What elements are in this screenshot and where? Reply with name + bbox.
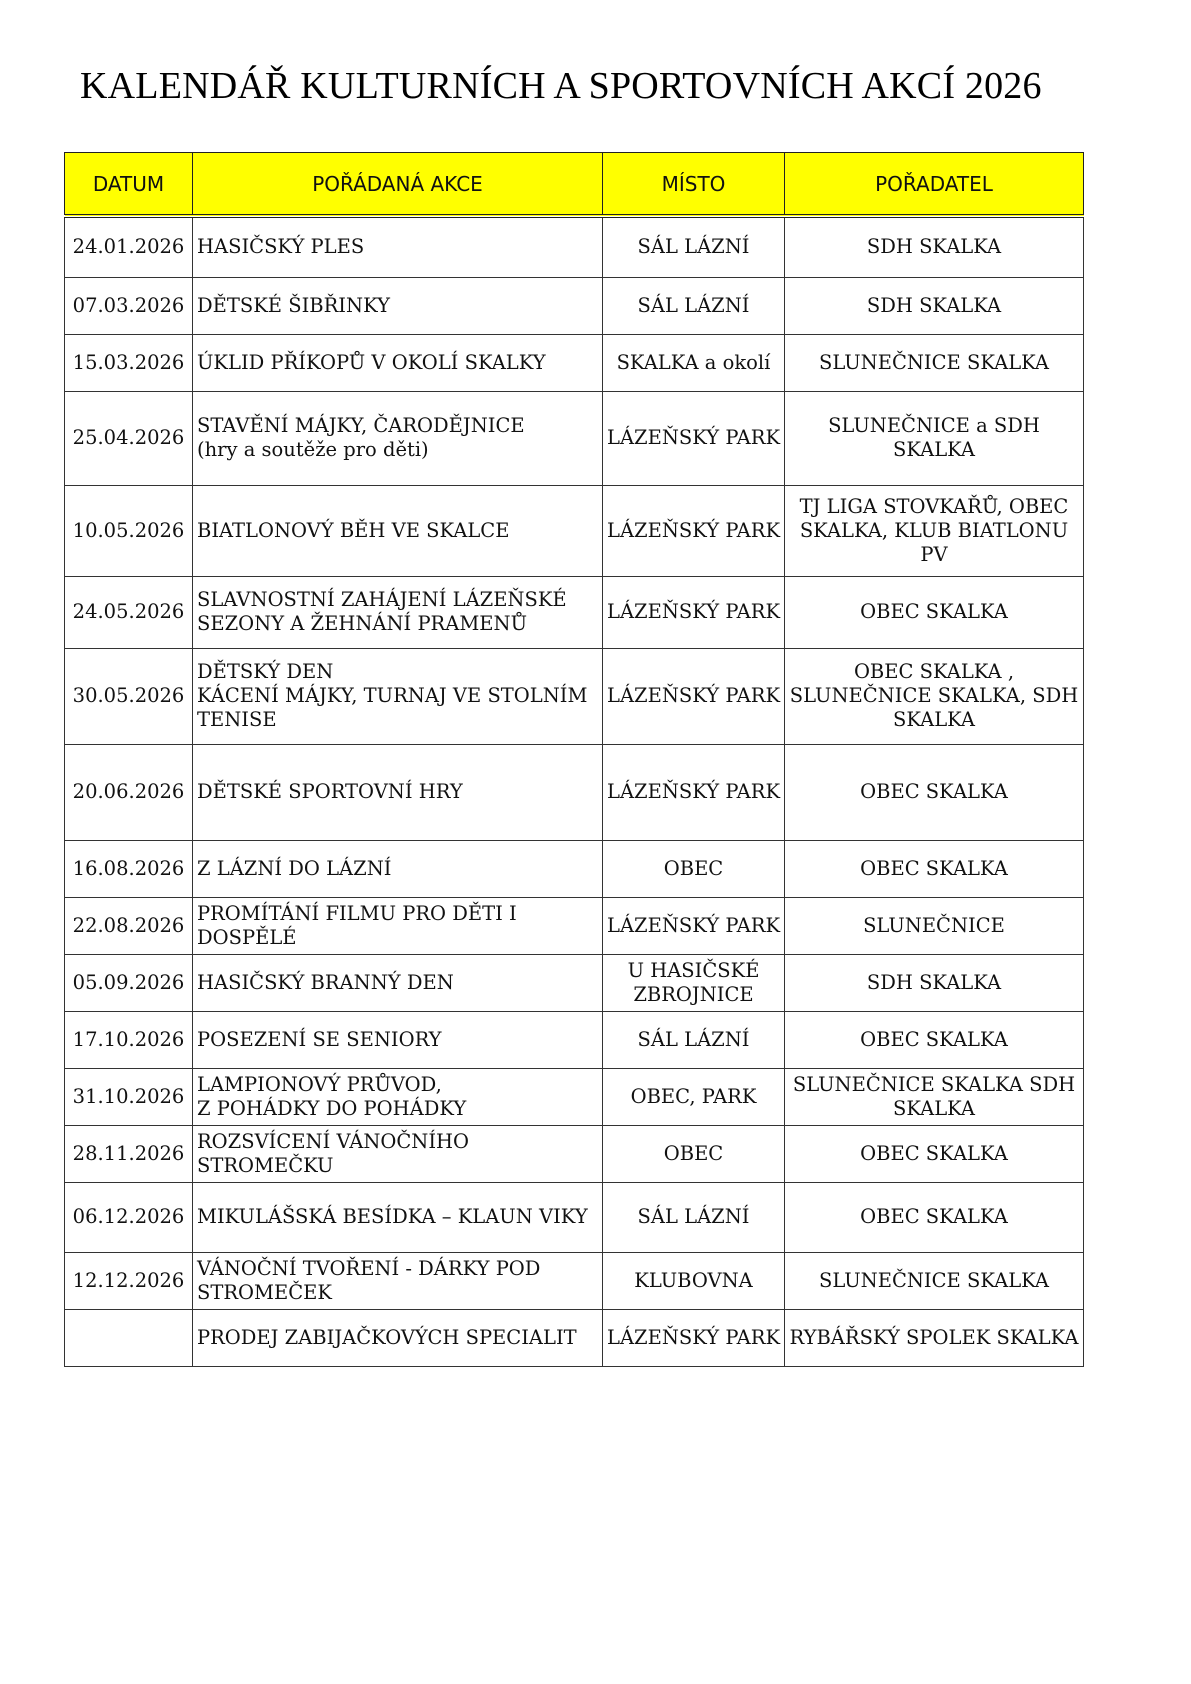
cell-date: 28.11.2026 [65, 1125, 193, 1182]
event-title: SLAVNOSTNÍ ZAHÁJENÍ LÁZEŇSKÉ SEZONY A ŽEHNÁNÍ PRAMENŮ [197, 588, 567, 635]
event-title: ÚKLID PŘÍKOPŮ V OKOLÍ SKALKY [197, 350, 546, 374]
cell-place: SÁL LÁZNÍ [603, 1182, 785, 1252]
event-title: DĚTSKÉ SPORTOVNÍ HRY [197, 780, 463, 803]
event-title: VÁNOČNÍ TVOŘENÍ - DÁRKY POD STROMEČEK [197, 1256, 541, 1304]
cell-place: LÁZEŇSKÝ PARK [603, 391, 785, 485]
cell-event [193, 744, 603, 840]
cell-place: SÁL LÁZNÍ [603, 277, 785, 334]
cell-place: LÁZEŇSKÝ PARK [603, 485, 785, 576]
cell-organizer: OBEC SKALKA , SLUNEČNICE SKALKA, SDH SKALKA [785, 648, 1084, 744]
table-row [65, 485, 1084, 576]
cell-organizer: OBEC SKALKA [785, 1182, 1084, 1252]
cell-event [193, 954, 603, 1011]
cell-date [65, 1309, 193, 1366]
cell-date: 24.01.2026 [65, 216, 193, 277]
table-row [65, 576, 1084, 648]
table-row [65, 744, 1084, 840]
table-row [65, 954, 1084, 1011]
cell-organizer: SLUNEČNICE SKALKA [785, 1252, 1084, 1309]
cell-place: OBEC [603, 1125, 785, 1182]
column-header-date: DATUM [65, 153, 193, 217]
cell-organizer: OBEC SKALKA [785, 1125, 1084, 1182]
table-row [65, 334, 1084, 391]
table-row [65, 277, 1084, 334]
column-header-organizer: POŘADATEL [785, 153, 1084, 217]
table-row [65, 897, 1084, 954]
event-title: DĚTSKÉ ŠIBŘINKY [197, 293, 390, 317]
table-row [65, 1011, 1084, 1068]
cell-organizer: OBEC SKALKA [785, 840, 1084, 897]
table-body [65, 216, 1084, 1366]
cell-event [193, 1309, 603, 1366]
cell-date: 20.06.2026 [65, 744, 193, 840]
cell-place: OBEC, PARK [603, 1068, 785, 1125]
cell-place: SÁL LÁZNÍ [603, 216, 785, 277]
cell-event [193, 334, 603, 391]
cell-date: 17.10.2026 [65, 1011, 193, 1068]
cell-date: 16.08.2026 [65, 840, 193, 897]
table-row [65, 1252, 1084, 1309]
cell-event [193, 576, 603, 648]
cell-event [193, 1182, 603, 1252]
cell-date: 15.03.2026 [65, 334, 193, 391]
cell-event [193, 648, 603, 744]
table-row [65, 1182, 1084, 1252]
column-header-place: MÍSTO [603, 153, 785, 217]
event-title: DĚTSKÝ DEN [197, 660, 334, 683]
cell-date: 10.05.2026 [65, 485, 193, 576]
cell-organizer: TJ LIGA STOVKAŘŮ, OBEC SKALKA, KLUB BIATLONU PV [785, 485, 1084, 576]
cell-event [193, 277, 603, 334]
cell-organizer: SDH SKALKA [785, 954, 1084, 1011]
event-title: HASIČSKÝ PLES [197, 235, 365, 259]
cell-place: SKALKA a okolí [603, 334, 785, 391]
cell-event [193, 1011, 603, 1068]
event-title: ROZSVÍCENÍ VÁNOČNÍHO STROMEČKU [197, 1129, 470, 1177]
table-row [65, 391, 1084, 485]
table-row [65, 648, 1084, 744]
cell-event [193, 485, 603, 576]
cell-organizer: OBEC SKALKA [785, 1011, 1084, 1068]
table-row [65, 1309, 1084, 1366]
cell-event [193, 1068, 603, 1125]
cell-organizer: RYBÁŘSKÝ SPOLEK SKALKA [785, 1309, 1084, 1366]
event-title: STAVĚNÍ MÁJKY, ČARODĚJNICE [197, 414, 525, 437]
event-title: Z LÁZNÍ DO LÁZNÍ [197, 856, 392, 880]
cell-place: LÁZEŇSKÝ PARK [603, 576, 785, 648]
events-table [64, 152, 1084, 1367]
cell-date: 05.09.2026 [65, 954, 193, 1011]
page-title: KALENDÁŘ KULTURNÍCH A SPORTOVNÍCH AKCÍ 2026 [80, 65, 1042, 107]
cell-event [193, 840, 603, 897]
cell-date: 25.04.2026 [65, 391, 193, 485]
cell-place: LÁZEŇSKÝ PARK [603, 897, 785, 954]
table-row [65, 840, 1084, 897]
table-row [65, 1125, 1084, 1182]
event-title: LAMPIONOVÝ PRŮVOD, [197, 1072, 442, 1096]
cell-place: LÁZEŇSKÝ PARK [603, 744, 785, 840]
event-subtitle: (hry a soutěže pro děti) [197, 438, 429, 461]
cell-organizer: SLUNEČNICE a SDH SKALKA [785, 391, 1084, 485]
cell-event [193, 216, 603, 277]
event-subtitle: KÁCENÍ MÁJKY, TURNAJ VE STOLNÍM TENISE [197, 684, 588, 731]
cell-date: 22.08.2026 [65, 897, 193, 954]
cell-event [193, 391, 603, 485]
cell-place: U HASIČSKÉ ZBROJNICE [603, 954, 785, 1011]
header-row [65, 153, 1084, 217]
column-header-event: POŘÁDANÁ AKCE [193, 153, 603, 217]
cell-organizer: SLUNEČNICE [785, 897, 1084, 954]
table-header [65, 153, 1084, 217]
cell-place: LÁZEŇSKÝ PARK [603, 1309, 785, 1366]
table-row [65, 1068, 1084, 1125]
cell-place: KLUBOVNA [603, 1252, 785, 1309]
cell-place: OBEC [603, 840, 785, 897]
cell-organizer: SLUNEČNICE SKALKA SDH SKALKA [785, 1068, 1084, 1125]
cell-event [193, 1252, 603, 1309]
cell-event [193, 1125, 603, 1182]
event-title: BIATLONOVÝ BĚH VE SKALCE [197, 518, 510, 542]
cell-place: SÁL LÁZNÍ [603, 1011, 785, 1068]
cell-organizer: OBEC SKALKA [785, 576, 1084, 648]
cell-organizer: SDH SKALKA [785, 216, 1084, 277]
cell-date: 12.12.2026 [65, 1252, 193, 1309]
cell-date: 24.05.2026 [65, 576, 193, 648]
cell-date: 31.10.2026 [65, 1068, 193, 1125]
cell-date: 06.12.2026 [65, 1182, 193, 1252]
cell-date: 30.05.2026 [65, 648, 193, 744]
cell-place: LÁZEŇSKÝ PARK [603, 648, 785, 744]
event-title: MIKULÁŠSKÁ BESÍDKA – KLAUN VIKY [197, 1205, 588, 1228]
cell-organizer: SLUNEČNICE SKALKA [785, 334, 1084, 391]
cell-organizer: SDH SKALKA [785, 277, 1084, 334]
event-title: PROMÍTÁNÍ FILMU PRO DĚTI I DOSPĚLÉ [197, 901, 517, 949]
cell-event [193, 897, 603, 954]
cell-organizer: OBEC SKALKA [785, 744, 1084, 840]
event-title: PRODEJ ZABIJAČKOVÝCH SPECIALIT [197, 1325, 577, 1349]
event-title: HASIČSKÝ BRANNÝ DEN [197, 970, 454, 994]
event-title: POSEZENÍ SE SENIORY [197, 1027, 442, 1051]
cell-date: 07.03.2026 [65, 277, 193, 334]
event-subtitle: Z POHÁDKY DO POHÁDKY [197, 1096, 467, 1120]
table-row [65, 216, 1084, 277]
